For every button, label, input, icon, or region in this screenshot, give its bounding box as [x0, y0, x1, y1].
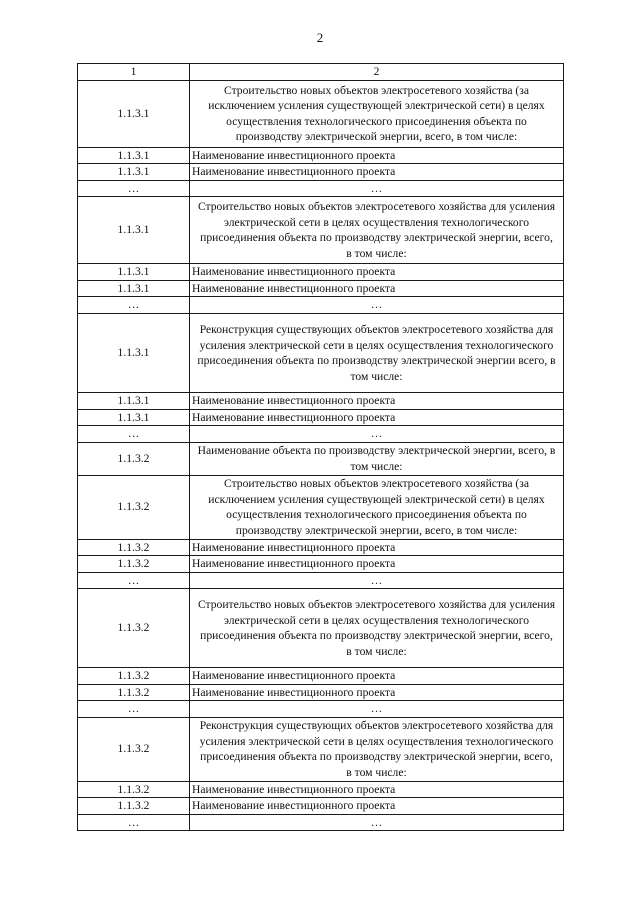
table-row [78, 814, 564, 831]
row-text: Наименование инвестиционного проекта [190, 280, 564, 297]
row-code: 1.1.3.2 [78, 798, 190, 815]
table-row [78, 539, 564, 556]
table-row [78, 147, 564, 164]
table-row [78, 426, 564, 443]
table-row [78, 668, 564, 685]
row-text: Строительство новых объектов электросетевого хозяйства (за исключением усиления существующей электрической сети) в целях осуществления технологического присоединения объекта по производству электрической энергии, всего, в том числе: [190, 80, 564, 147]
table-row [78, 80, 564, 147]
row-text: Наименование инвестиционного проекта [190, 798, 564, 815]
row-text: … [190, 572, 564, 589]
row-text: Наименование инвестиционного проекта [190, 539, 564, 556]
row-text: Реконструкция существующих объектов электросетевого хозяйства для усиления электрической сети в целях осуществления технологического присоединения объекта по производству электрической энергии всего, в том числе: [190, 314, 564, 393]
row-code: 1.1.3.2 [78, 475, 190, 539]
row-code: 1.1.3.1 [78, 314, 190, 393]
row-code: 1.1.3.2 [78, 442, 190, 475]
row-text: Наименование инвестиционного проекта [190, 781, 564, 798]
row-text: Наименование инвестиционного проекта [190, 264, 564, 281]
row-code: 1.1.3.2 [78, 717, 190, 781]
row-code: 1.1.3.2 [78, 539, 190, 556]
table-row [78, 475, 564, 539]
row-text: … [190, 814, 564, 831]
table-row [78, 297, 564, 314]
row-code: … [78, 297, 190, 314]
row-code: 1.1.3.2 [78, 668, 190, 685]
table-row [78, 798, 564, 815]
row-code: 1.1.3.1 [78, 147, 190, 164]
page-number: 2 [316, 30, 324, 45]
row-code: 1.1.3.1 [78, 80, 190, 147]
table-row [78, 701, 564, 718]
row-code: … [78, 814, 190, 831]
row-text: Строительство новых объектов электросетевого хозяйства для усиления электрической сети в целях осуществления технологического присоединения объекта по производству электрической энергии, всего, в том числе: [190, 197, 564, 264]
row-text: Наименование инвестиционного проекта [190, 409, 564, 426]
row-code: 1.1.3.1 [78, 393, 190, 410]
row-text: … [190, 180, 564, 197]
table-header-row [78, 64, 564, 81]
row-code: 1.1.3.1 [78, 409, 190, 426]
row-code: 1.1.3.1 [78, 164, 190, 181]
table-row [78, 280, 564, 297]
table-row [78, 589, 564, 668]
table-row [78, 556, 564, 573]
row-text: Строительство новых объектов электросетевого хозяйства (за исключением усиления существующей электрической сети) в целях осуществления технологического присоединения объекта по производству электрической энергии, всего, в том числе: [190, 475, 564, 539]
row-text: Наименование инвестиционного проекта [190, 556, 564, 573]
table-row [78, 717, 564, 781]
row-code: 1.1.3.1 [78, 264, 190, 281]
row-text: Наименование инвестиционного проекта [190, 684, 564, 701]
row-code: 1.1.3.2 [78, 589, 190, 668]
table-row [78, 781, 564, 798]
table-row [78, 684, 564, 701]
investment-projects-table [77, 63, 564, 831]
table-row [78, 442, 564, 475]
row-code: … [78, 701, 190, 718]
table-row [78, 393, 564, 410]
row-code: 1.1.3.2 [78, 556, 190, 573]
table-row [78, 409, 564, 426]
row-code: 1.1.3.1 [78, 280, 190, 297]
row-text: Наименование инвестиционного проекта [190, 164, 564, 181]
row-text: Наименование инвестиционного проекта [190, 668, 564, 685]
column-header-2: 2 [190, 64, 564, 81]
table-row [78, 572, 564, 589]
table-row [78, 164, 564, 181]
row-text: Наименование инвестиционного проекта [190, 147, 564, 164]
row-text: Реконструкция существующих объектов электросетевого хозяйства для усиления электрической сети в целях осуществления технологического присоединения объекта по производству электрической энергии, всего, в том числе: [190, 717, 564, 781]
table-row [78, 264, 564, 281]
table-row [78, 180, 564, 197]
row-text: … [190, 701, 564, 718]
row-text: … [190, 297, 564, 314]
table-row [78, 197, 564, 264]
row-code: 1.1.3.2 [78, 781, 190, 798]
row-text: Строительство новых объектов электросетевого хозяйства для усиления электрической сети в целях осуществления технологического присоединения объекта по производству электрической энергии, всего, в том числе: [190, 589, 564, 668]
row-code: … [78, 426, 190, 443]
row-code: … [78, 572, 190, 589]
row-text: … [190, 426, 564, 443]
row-code: 1.1.3.1 [78, 197, 190, 264]
row-text: Наименование объекта по производству электрической энергии, всего, в том числе: [190, 442, 564, 475]
row-text: Наименование инвестиционного проекта [190, 393, 564, 410]
table-row [78, 314, 564, 393]
row-code: … [78, 180, 190, 197]
column-header-1: 1 [78, 64, 190, 81]
row-code: 1.1.3.2 [78, 684, 190, 701]
